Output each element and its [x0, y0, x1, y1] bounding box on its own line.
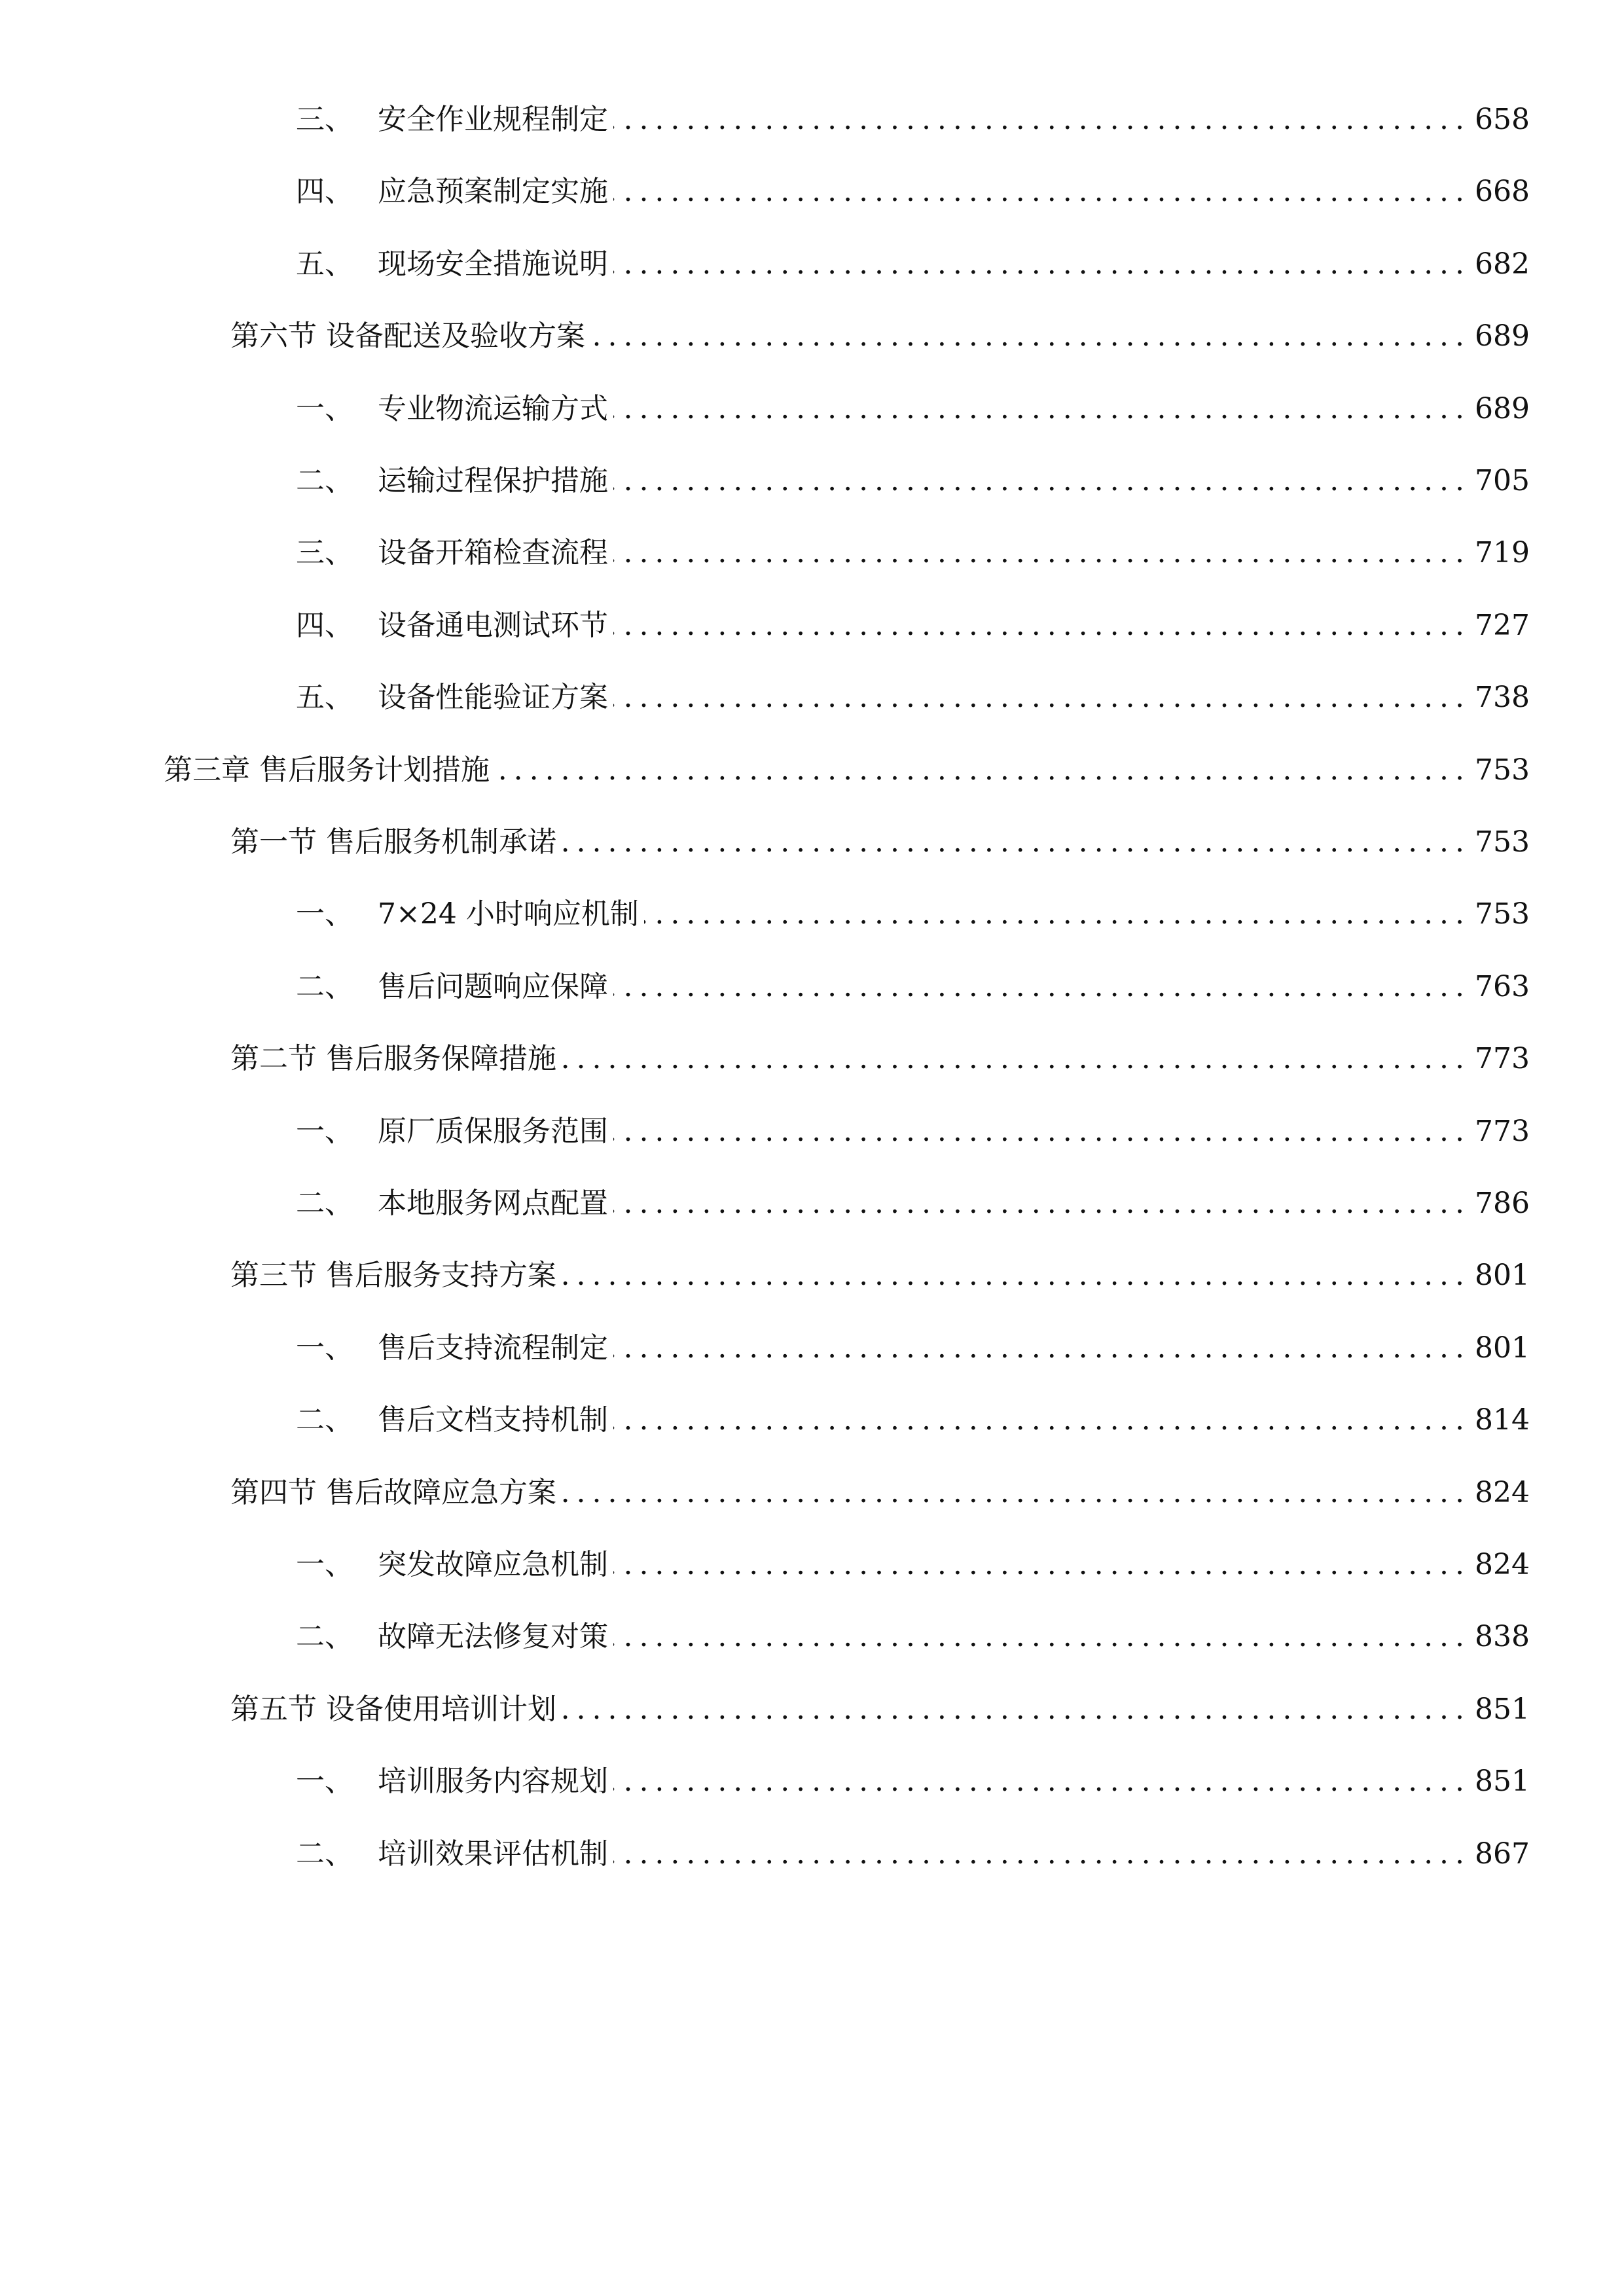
toc-entry-title: 培训效果评估机制	[378, 1837, 608, 1871]
toc-entry-label	[296, 1105, 608, 1158]
toc-entry-item[interactable]	[0, 238, 1624, 291]
toc-entry-label	[296, 672, 608, 724]
toc-entry-section[interactable]	[0, 310, 1624, 363]
toc-page-number: 668	[1475, 175, 1530, 208]
toc-entry-label	[296, 1322, 608, 1374]
toc-page-number: 851	[1475, 1693, 1530, 1726]
toc-entry-item[interactable]	[0, 1611, 1624, 1663]
toc-entry-number: 一、	[296, 392, 353, 425]
toc-entry-number: 二、	[296, 1187, 353, 1220]
toc-page-number: 824	[1475, 1548, 1530, 1581]
toc-dot-leader	[613, 238, 1463, 291]
toc-entry-title: 售后问题响应保障	[378, 970, 608, 1003]
toc-entry-title: 第二节 售后服务保障措施	[230, 1042, 556, 1075]
toc-entry-title: 专业物流运输方式	[378, 392, 608, 425]
toc-entry-number: 三、	[296, 536, 353, 569]
toc-entry-section[interactable]	[0, 1683, 1624, 1736]
toc-dot-leader	[613, 1322, 1463, 1374]
toc-entry-title: 第五节 设备使用培训计划	[230, 1693, 556, 1726]
toc-entry-label	[230, 816, 556, 869]
toc-entry-item[interactable]	[0, 888, 1624, 941]
toc-entry-number: 一、	[296, 897, 353, 931]
toc-entry-number: 二、	[296, 1620, 353, 1653]
toc-page-number: 753	[1475, 897, 1530, 931]
toc-entry-item[interactable]	[0, 94, 1624, 146]
toc-dot-leader	[562, 816, 1463, 869]
toc-page-number: 773	[1475, 1042, 1530, 1075]
toc-entry-number: 三、	[296, 103, 353, 136]
toc-page-number: 763	[1475, 970, 1530, 1003]
toc-dot-leader	[613, 1828, 1463, 1880]
toc-entry-title: 应急预案制定实施	[378, 175, 608, 208]
toc-dot-leader	[613, 1755, 1463, 1808]
toc-entry-section[interactable]	[0, 1467, 1624, 1519]
toc-entry-section[interactable]	[0, 1033, 1624, 1085]
toc-entry-title: 运输过程保护措施	[378, 464, 608, 497]
toc-entry-item[interactable]	[0, 527, 1624, 579]
toc-dot-leader	[562, 1033, 1463, 1085]
toc-entry-title: 故障无法修复对策	[378, 1620, 608, 1653]
toc-entry-item[interactable]	[0, 1177, 1624, 1230]
toc-entry-label	[164, 744, 490, 797]
toc-entry-title: 第六节 设备配送及验收方案	[230, 319, 585, 353]
toc-page-number: 838	[1475, 1620, 1530, 1653]
toc-entry-label	[296, 238, 608, 291]
toc-entry-title: 本地服务网点配置	[378, 1187, 608, 1220]
toc-entry-title: 设备通电测试环节	[378, 609, 608, 642]
toc-page-number: 801	[1475, 1259, 1530, 1292]
toc-page-number: 773	[1475, 1115, 1530, 1148]
toc-dot-leader	[613, 600, 1463, 652]
toc-page-number: 719	[1475, 536, 1530, 569]
toc-entry-label	[296, 961, 608, 1013]
toc-page-number: 851	[1475, 1765, 1530, 1798]
toc-entry-item[interactable]	[0, 1105, 1624, 1158]
toc-dot-leader	[613, 672, 1463, 724]
toc-entry-label	[230, 310, 585, 363]
toc-entry-number: 二、	[296, 970, 353, 1003]
toc-entry-label	[296, 1539, 608, 1591]
toc-entry-number: 一、	[296, 1115, 353, 1148]
toc-dot-leader	[613, 1611, 1463, 1663]
toc-entry-label	[296, 383, 608, 435]
toc-dot-leader	[590, 310, 1463, 363]
toc-entry-label	[296, 527, 608, 579]
toc-entry-label	[230, 1683, 556, 1736]
toc-entry-title: 培训服务内容规划	[378, 1765, 608, 1798]
toc-entry-title: 第三章 售后服务计划措施	[164, 753, 490, 787]
toc-entry-label	[230, 1249, 556, 1302]
toc-entry-label	[296, 1611, 608, 1663]
toc-entry-chapter[interactable]	[0, 744, 1624, 797]
toc-page-number: 705	[1475, 464, 1530, 497]
toc-entry-label	[230, 1033, 556, 1085]
toc-entry-number: 一、	[296, 1765, 353, 1798]
toc-entry-label	[296, 166, 608, 218]
toc-entry-title: 售后支持流程制定	[378, 1331, 608, 1365]
toc-dot-leader	[495, 744, 1463, 797]
toc-page-number: 814	[1475, 1403, 1530, 1437]
toc-entry-title: 安全作业规程制定	[378, 103, 608, 136]
toc-page-number: 753	[1475, 825, 1530, 859]
toc-page-number: 689	[1475, 319, 1530, 353]
toc-entry-title: 设备开箱检查流程	[378, 536, 608, 569]
toc-entry-title: 第四节 售后故障应急方案	[230, 1476, 556, 1509]
toc-dot-leader	[644, 888, 1463, 941]
toc-entry-title: 售后文档支持机制	[378, 1403, 608, 1437]
toc-entry-label	[230, 1467, 556, 1519]
toc-dot-leader	[562, 1249, 1463, 1302]
toc-entry-label	[296, 1755, 608, 1808]
toc-entry-item[interactable]	[0, 1539, 1624, 1591]
toc-page-number: 658	[1475, 103, 1530, 136]
toc-dot-leader	[613, 383, 1463, 435]
toc-entry-title: 设备性能验证方案	[378, 681, 608, 714]
toc-entry-label	[296, 600, 608, 652]
toc-page-number: 727	[1475, 609, 1530, 642]
toc-page-number: 682	[1475, 247, 1530, 281]
toc-entry-label	[296, 1828, 608, 1880]
toc-entry-number: 四、	[296, 609, 353, 642]
toc-entry-item[interactable]	[0, 1755, 1624, 1808]
toc-entry-number: 四、	[296, 175, 353, 208]
toc-entry-item[interactable]	[0, 961, 1624, 1013]
toc-entry-label	[296, 1177, 608, 1230]
toc-entry-number: 二、	[296, 1837, 353, 1871]
toc-dot-leader	[613, 961, 1463, 1013]
toc-entry-item[interactable]	[0, 672, 1624, 724]
toc-entry-title: 第一节 售后服务机制承诺	[230, 825, 556, 859]
toc-entry-number: 二、	[296, 1403, 353, 1437]
toc-entry-label	[296, 94, 608, 146]
toc-page-number: 753	[1475, 753, 1530, 787]
toc-dot-leader	[613, 94, 1463, 146]
toc-entry-number: 一、	[296, 1331, 353, 1365]
toc-entry-section[interactable]	[0, 1249, 1624, 1302]
toc-dot-leader	[613, 1105, 1463, 1158]
toc-entry-title: 第三节 售后服务支持方案	[230, 1259, 556, 1292]
toc-entry-label	[296, 455, 608, 507]
toc-page-number: 786	[1475, 1187, 1530, 1220]
toc-dot-leader	[613, 527, 1463, 579]
toc-dot-leader	[562, 1467, 1463, 1519]
toc-page-number: 867	[1475, 1837, 1530, 1871]
toc-page-number: 824	[1475, 1476, 1530, 1509]
toc-dot-leader	[613, 1539, 1463, 1591]
toc-entry-item[interactable]	[0, 1828, 1624, 1880]
toc-entry-title: 现场安全措施说明	[378, 247, 608, 281]
toc-dot-leader	[613, 455, 1463, 507]
toc-entry-label	[296, 1394, 608, 1446]
toc-dot-leader	[613, 1394, 1463, 1446]
toc-entry-item[interactable]	[0, 600, 1624, 652]
toc-entry-item[interactable]	[0, 383, 1624, 435]
toc-entry-item[interactable]	[0, 455, 1624, 507]
toc-entry-number: 二、	[296, 464, 353, 497]
toc-entry-item[interactable]	[0, 166, 1624, 218]
toc-entry-title: 突发故障应急机制	[378, 1548, 608, 1581]
toc-entry-number: 五、	[296, 681, 353, 714]
toc-entry-title: 7×24 小时响应机制	[378, 897, 639, 931]
toc-entry-section[interactable]	[0, 816, 1624, 869]
toc-entry-number: 一、	[296, 1548, 353, 1581]
toc-page-number: 738	[1475, 681, 1530, 714]
toc-dot-leader	[562, 1683, 1463, 1736]
toc-entry-label	[296, 888, 639, 941]
toc-dot-leader	[613, 1177, 1463, 1230]
toc-page-number: 801	[1475, 1331, 1530, 1365]
toc-entry-item[interactable]	[0, 1322, 1624, 1374]
toc-page-number: 689	[1475, 392, 1530, 425]
toc-entry-item[interactable]	[0, 1394, 1624, 1446]
toc-dot-leader	[613, 166, 1463, 218]
toc-entry-title: 原厂质保服务范围	[378, 1115, 608, 1148]
toc-entry-number: 五、	[296, 247, 353, 281]
